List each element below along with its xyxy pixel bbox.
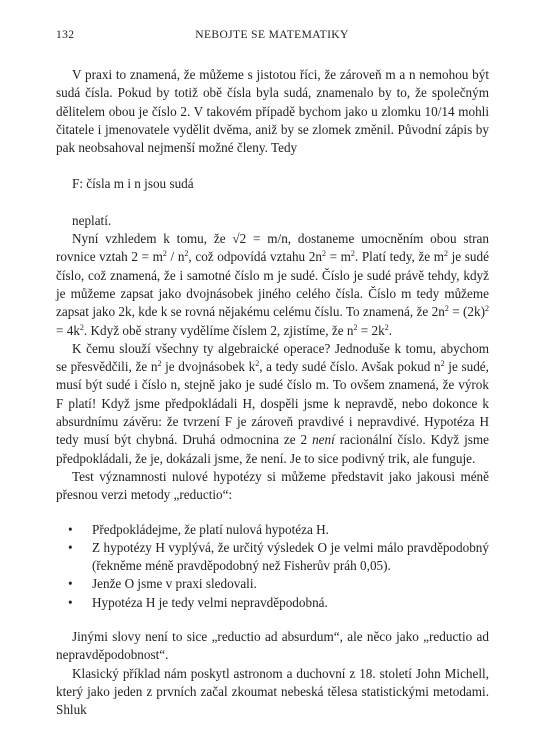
bullet-icon: • [68,539,73,555]
page-body [56,66,489,720]
list-item: • Hypotéza H je tedy velmi nepravděpodobná. [92,594,489,612]
paragraph: neplatí. [72,212,112,228]
bullet-icon: • [68,594,73,610]
paragraph: V praxi to znamená, že můžeme s jistotou říci, že zároveň m a n nemohou být sudá čísla. Pokud by totiž obě čísla byla sudá, znamenalo by to, že společným dělitelem obou je číslo 2. V takovém případě bychom jako u zlomku 10/14 mohli čitatele i jmenovatele vydělit dvěma, aniž by se zlomek změnil. Původní zápis by pak neobsahoval nejmenší možné členy. Tedy [56,67,489,156]
statement-f: F: čísla m i n jsou sudá [72,176,194,192]
list-item: • Z hypotézy H vyplývá, že určitý výsledek O je velmi málo pravděpodobný (řekněme méně pravděpodobný než Fisherův práh 0,05). [68,539,489,574]
page-number: 132 [56,29,75,41]
list-item: • Předpokládejme, že platí nulová hypotéza H. [92,521,489,539]
bullet-icon: • [68,576,73,592]
running-title: NEBOJTE SE MATEMATIKY [195,29,349,41]
bullet-icon: • [68,521,73,537]
paragraph: Test významnosti nulové hypotézy si můžeme představit jako jakousi méně přesnou verzi metody „reductio“: [56,468,489,503]
emphasis: není [312,432,335,448]
paragraph: Klasický příklad nám poskytl astronom a duchovní z 18. století John Michell, který jako jeden z prvních začal zkoumat nebeská tělesa statistickými metodami. Shluk [56,665,489,718]
paragraph: Nyní vzhledem k tomu, že √2 = m/n, dostaneme umocněním obou stran rovnice vztah $2 = m^2 / n^2$, což odpovídá vztahu $2n^2 = m^2$. Platí tedy, že $m^2$ je sudé číslo, což znamená, že i samotné číslo m je sudé. Číslo je sudé právě tehdy, když je můžeme zapsat jako dvojnásobek jiného celého čísla. Číslo m tedy můžeme zapsat jako 2k, kde k se rovná nějakému celému číslu. To znamená, že $2n^2 = (2k)^2 = 4k^2$. Když obě strany vydělíme číslem 2, zjistíme, že $n^2 = 2k^2$. [56,231,489,338]
paragraph: Jinými slovy není to sice „reductio ad absurdum“, ale něco jako „reductio ad nepravděpodobnost“. [56,629,489,663]
list-item: • Jenže O jsme v praxi sledovali. [92,575,489,593]
paragraph: K čemu slouží všechny ty algebraické operace? Jednoduše k tomu, abychom se přesvědčili, že $n^2$ je dvojnásobek $k^2$, a tedy sudé číslo. Avšak pokud $n^2$ je sudé, musí být sudé i číslo n, stejně jako je sudé číslo m. To ovšem znamená, že výrok F platí! Když jsme předpokládali H, dospěli jsme k nepravdě, nebo dokonce k absurdnímu závěru: že tvrzení F je zároveň pravdivé i nepravdivé. Hypotéza H tedy musí být chybná. Druhá odmocnina ze 2 není racionální číslo. Když jsme předpokládali, že je, dokázali jsme, že není. Je to sice podivný trik, ale funguje. [56,340,489,466]
bullet-list [56,521,489,612]
